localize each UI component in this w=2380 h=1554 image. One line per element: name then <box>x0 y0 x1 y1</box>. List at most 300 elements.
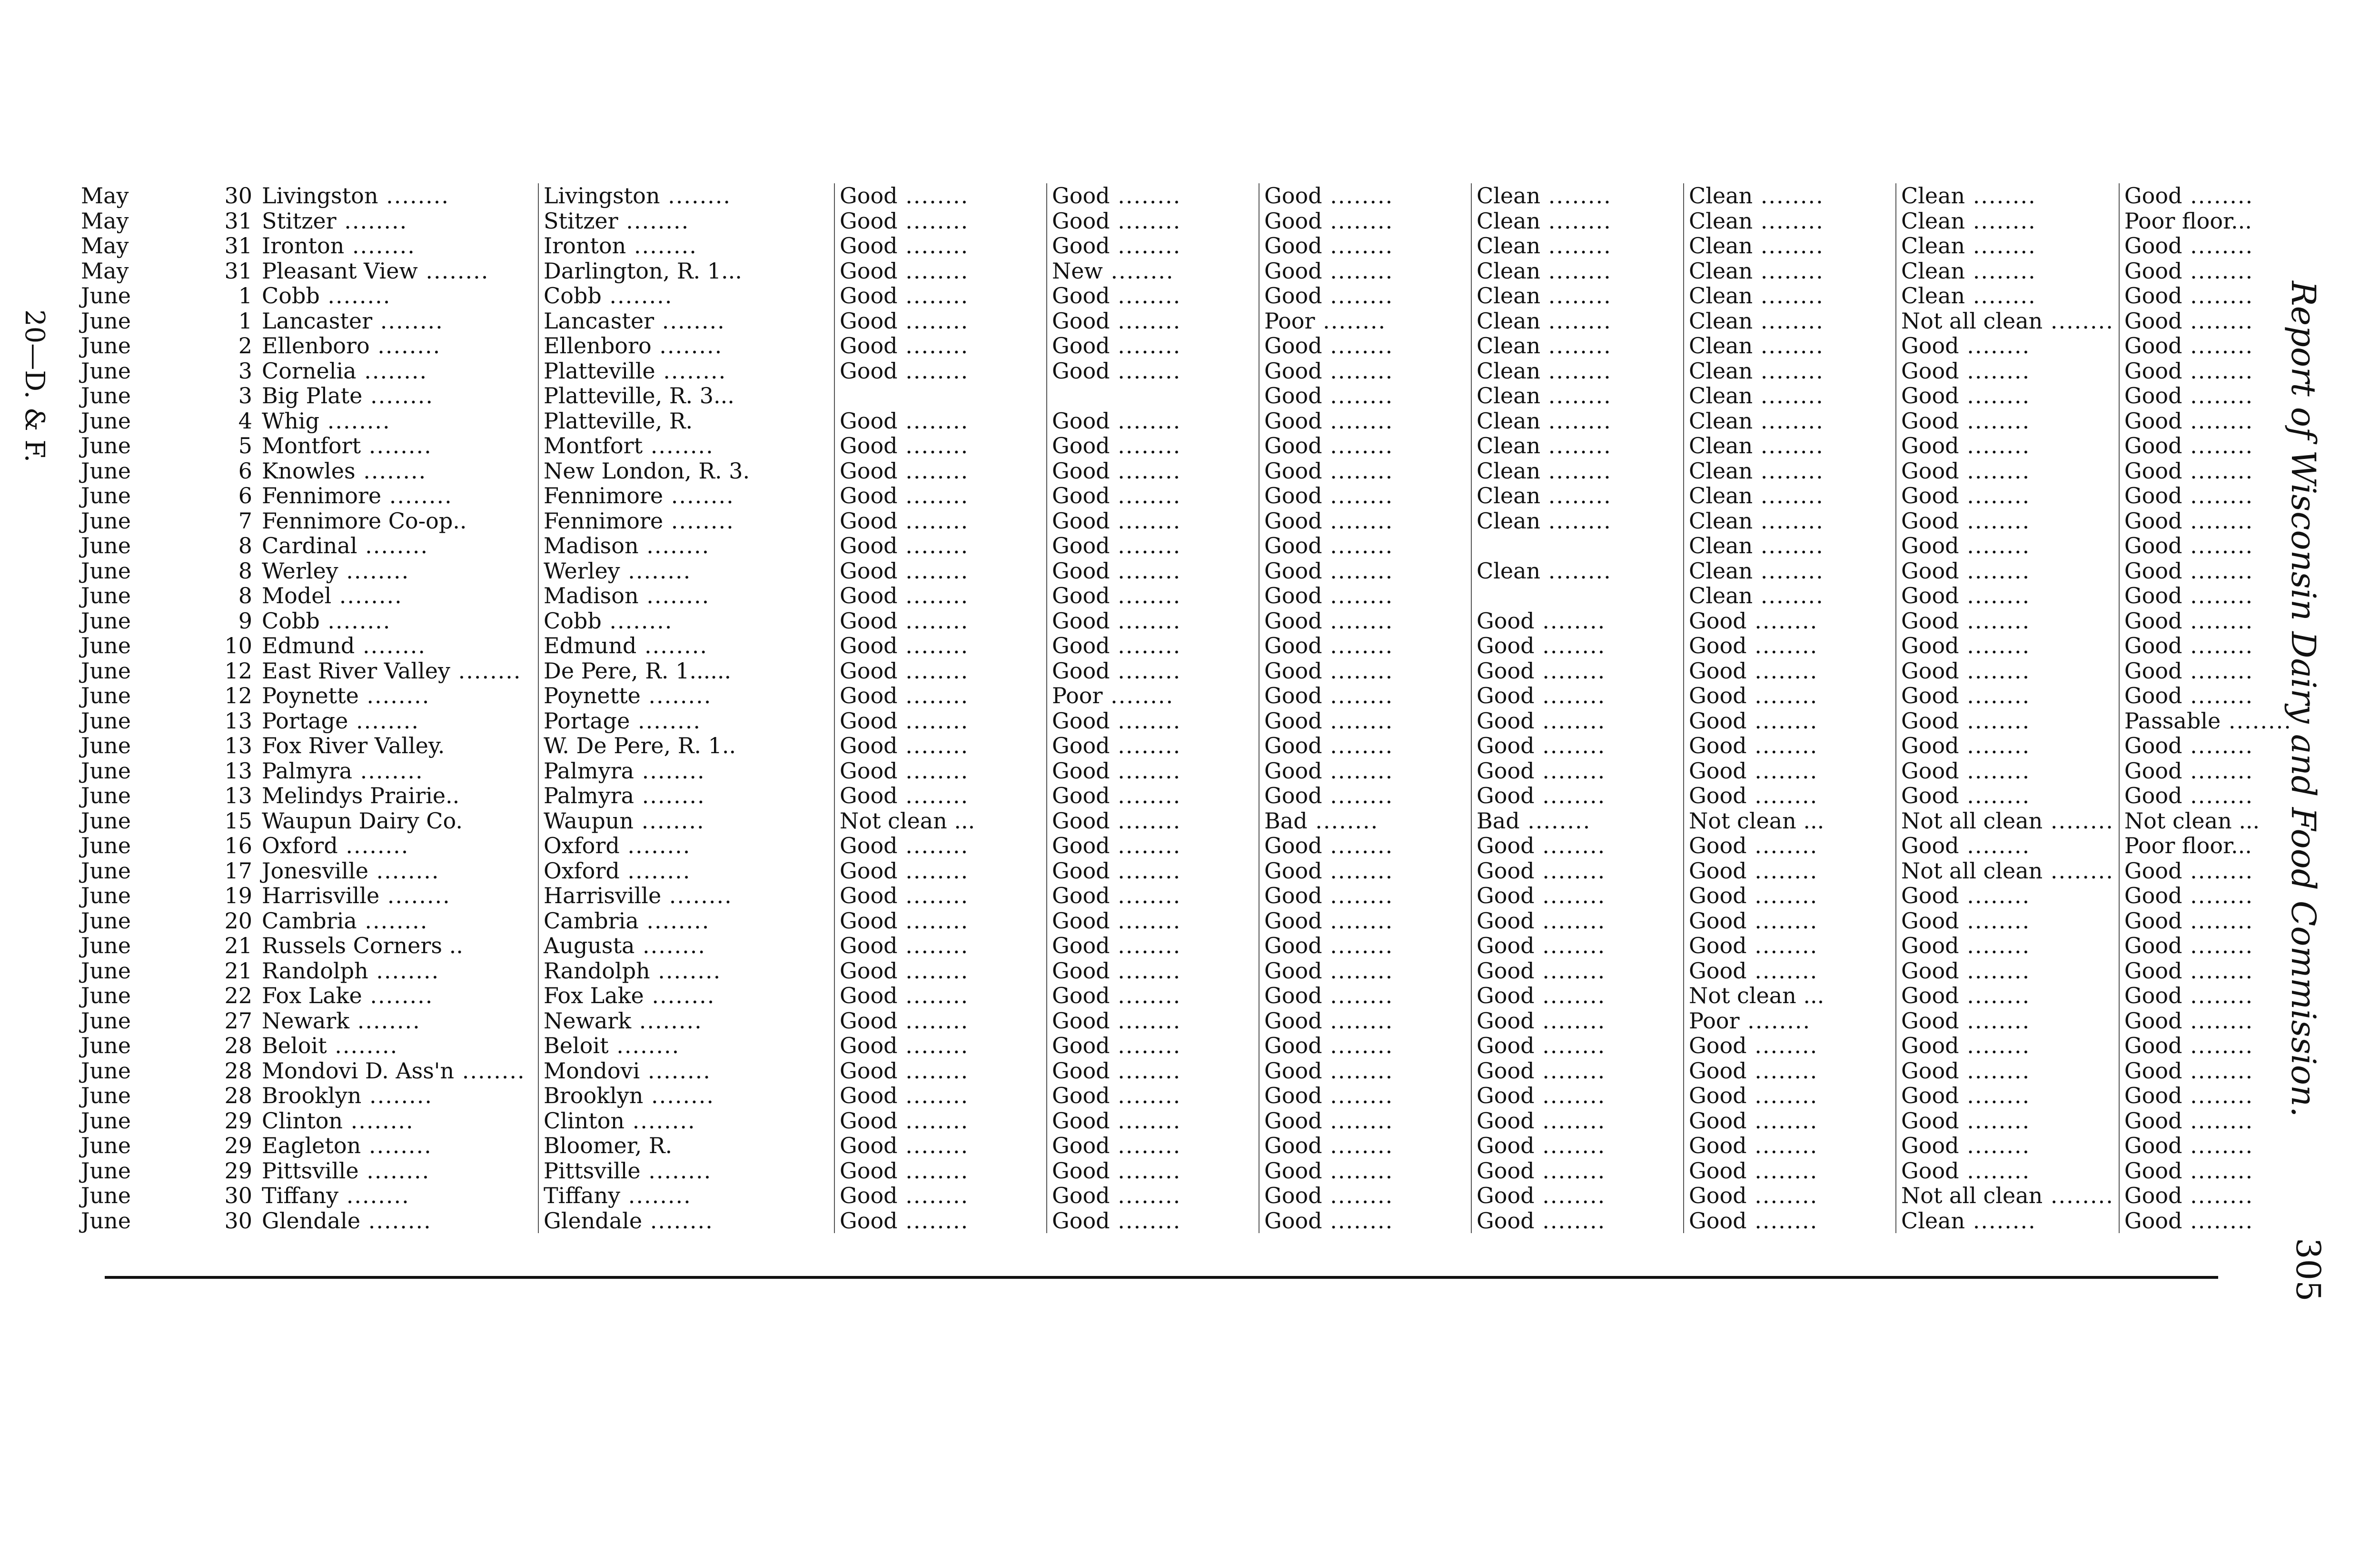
table-row <box>76 533 2320 558</box>
col-a-cell: Good ..... <box>834 1108 1047 1134</box>
table-row <box>76 309 2320 334</box>
col-a-cell: Good ..... <box>834 458 1047 484</box>
page-number: 305 <box>2289 1238 2328 1302</box>
col-b-cell: Good ..... <box>1047 833 1259 858</box>
col-g-cell: Good ..... <box>2119 783 2320 808</box>
day-cell: 1 <box>238 308 252 333</box>
col-c-cell: Good ..... <box>1259 1133 1471 1158</box>
col-f-cell: Good ..... <box>1896 933 2119 958</box>
col-e-cell: Clean ..... <box>1684 359 1896 384</box>
col-d-cell: Clean ..... <box>1471 458 1684 484</box>
col-c-cell: Good ..... <box>1259 933 1471 958</box>
day-cell: 29 <box>224 1133 252 1158</box>
col-a-cell: Good ..... <box>834 983 1047 1008</box>
factory-name-cell: Cornelia ..... <box>257 359 538 384</box>
col-b-cell: Good ..... <box>1047 733 1259 758</box>
col-a-cell: Good ..... <box>834 683 1047 708</box>
col-b-cell: Good ..... <box>1047 783 1259 808</box>
col-e-cell: Clean ..... <box>1684 458 1896 484</box>
col-b-cell: Good ..... <box>1047 958 1259 984</box>
day-cell: 19 <box>224 883 252 908</box>
month-cell: June <box>81 983 131 1008</box>
col-a-cell: Good ..... <box>834 958 1047 984</box>
col-f-cell: Good ..... <box>1896 658 2119 684</box>
col-f-cell: Good ..... <box>1896 733 2119 758</box>
col-a-cell: Good ..... <box>834 433 1047 458</box>
table-row <box>76 758 2320 784</box>
day-cell: 29 <box>224 1158 252 1183</box>
day-cell: 13 <box>224 758 252 783</box>
col-c-cell: Good ..... <box>1259 1058 1471 1084</box>
day-cell: 21 <box>224 958 252 983</box>
col-c-cell: Good ..... <box>1259 958 1471 984</box>
col-f-cell: Good ..... <box>1896 983 2119 1008</box>
col-g-cell: Good ..... <box>2119 333 2320 359</box>
col-c-cell: Good ..... <box>1259 458 1471 484</box>
col-g-cell: Good ..... <box>2119 508 2320 534</box>
table-row <box>76 958 2320 984</box>
post-office-cell: Waupun ..... <box>538 808 834 834</box>
col-f-cell: Good ..... <box>1896 558 2119 584</box>
col-b-cell: Good ..... <box>1047 1183 1259 1208</box>
factory-name-cell: Russels Corners .. <box>262 933 463 958</box>
col-d-cell: Good ..... <box>1471 1208 1684 1234</box>
col-f-cell: Clean ..... <box>1896 283 2119 309</box>
col-a-cell: Good ..... <box>834 833 1047 858</box>
post-office-cell: Glendale ..... <box>538 1208 834 1234</box>
table-row <box>76 983 2320 1008</box>
factory-name-cell: Knowles ..... <box>257 458 538 484</box>
month-cell: June <box>81 508 131 533</box>
post-office-cell: Pittsville ..... <box>538 1158 834 1184</box>
col-d-cell: Bad ..... <box>1471 808 1684 834</box>
col-e-cell: Clean ..... <box>1684 183 1896 209</box>
day-cell: 16 <box>224 833 252 858</box>
col-c-cell: Good ..... <box>1259 733 1471 758</box>
table-row <box>76 333 2320 359</box>
factory-name-cell: Whig ..... <box>257 408 538 434</box>
col-g-cell: Good ..... <box>2119 1183 2320 1208</box>
post-office-cell: Cobb ..... <box>538 283 834 309</box>
col-f-cell: Good ..... <box>1896 883 2119 908</box>
table-row <box>76 1158 2320 1184</box>
factory-name-cell: Cambria ..... <box>257 908 538 934</box>
inspection-table-body <box>76 183 2320 1233</box>
table-row <box>76 408 2320 434</box>
month-cell: June <box>81 1183 131 1208</box>
col-g-cell: Good ..... <box>2119 383 2320 408</box>
day-cell: 20 <box>224 908 252 933</box>
day-cell: 8 <box>238 583 252 608</box>
month-cell: June <box>81 383 131 408</box>
table-row <box>76 1083 2320 1108</box>
col-b-cell: Good ..... <box>1047 858 1259 884</box>
post-office-cell: Lancaster ..... <box>538 309 834 334</box>
col-f-cell: Clean ..... <box>1896 1208 2119 1234</box>
col-f-cell: Good ..... <box>1896 359 2119 384</box>
col-f-cell: Not all clean ..... <box>1896 808 2119 834</box>
col-a-cell: Good ..... <box>834 858 1047 884</box>
col-g-cell: Good ..... <box>2119 983 2320 1008</box>
factory-name-cell: Fox River Valley. <box>262 733 445 758</box>
col-d-cell: Clean ..... <box>1471 483 1684 508</box>
month-cell: June <box>81 1158 131 1183</box>
col-b-cell: Good ..... <box>1047 658 1259 684</box>
col-e-cell: Good ..... <box>1684 1033 1896 1058</box>
month-cell: June <box>81 733 131 758</box>
signature-mark: 20—D. & F. <box>19 309 50 463</box>
col-e-cell: Clean ..... <box>1684 408 1896 434</box>
col-e-cell: Good ..... <box>1684 783 1896 808</box>
col-b-cell: Good ..... <box>1047 333 1259 359</box>
col-a-cell: Good ..... <box>834 883 1047 908</box>
col-e-cell: Good ..... <box>1684 1208 1896 1234</box>
col-e-cell: Clean ..... <box>1684 309 1896 334</box>
col-g-cell: Passable ..... <box>2119 708 2320 734</box>
col-f-cell: Good ..... <box>1896 683 2119 708</box>
col-f-cell: Good ..... <box>1896 1108 2119 1134</box>
col-b-cell: New ..... <box>1047 259 1259 284</box>
col-g-cell: Good ..... <box>2119 1008 2320 1034</box>
col-d-cell: Good ..... <box>1471 1183 1684 1208</box>
col-b-cell: Good ..... <box>1047 558 1259 584</box>
col-e-cell: Clean ..... <box>1684 508 1896 534</box>
table-row <box>76 733 2320 758</box>
post-office-cell: Madison ..... <box>538 583 834 608</box>
month-cell: May <box>81 258 129 283</box>
day-cell: 31 <box>224 258 252 283</box>
post-office-cell: Newark ..... <box>538 1008 834 1034</box>
col-a-cell: Good ..... <box>834 1033 1047 1058</box>
col-b-cell: Good ..... <box>1047 209 1259 234</box>
month-cell: June <box>81 1208 131 1233</box>
col-f-cell: Good ..... <box>1896 908 2119 934</box>
col-a-cell: Good ..... <box>834 583 1047 608</box>
day-cell: 3 <box>238 383 252 408</box>
post-office-cell: Fox Lake ..... <box>538 983 834 1008</box>
col-d-cell: Clean ..... <box>1471 558 1684 584</box>
col-g-cell: Good ..... <box>2119 1158 2320 1184</box>
col-d-cell: Clean ..... <box>1471 209 1684 234</box>
col-d-cell: Good ..... <box>1471 908 1684 934</box>
col-g-cell: Good ..... <box>2119 283 2320 309</box>
bottom-rule <box>105 1276 2218 1279</box>
factory-name-cell: Werley ..... <box>257 558 538 584</box>
table-row <box>76 458 2320 484</box>
col-e-cell: Good ..... <box>1684 633 1896 658</box>
col-g-cell: Good ..... <box>2119 1133 2320 1158</box>
factory-name-cell: Montfort ..... <box>257 433 538 458</box>
table-row <box>76 708 2320 734</box>
col-a-cell: Good ..... <box>834 1158 1047 1184</box>
col-f-cell: Good ..... <box>1896 958 2119 984</box>
col-d-cell: Clean ..... <box>1471 433 1684 458</box>
post-office-cell: De Pere, R. 1...... <box>538 658 834 684</box>
factory-name-cell: Cobb ..... <box>257 283 538 309</box>
col-d-cell: Clean ..... <box>1471 183 1684 209</box>
col-e-cell: Good ..... <box>1684 908 1896 934</box>
month-cell: June <box>81 833 131 858</box>
col-f-cell: Not all clean ..... <box>1896 1183 2119 1208</box>
col-f-cell: Good ..... <box>1896 708 2119 734</box>
post-office-cell: Bloomer, R. <box>538 1133 834 1158</box>
day-cell: 3 <box>238 358 252 383</box>
factory-name-cell: Pittsville ..... <box>257 1158 538 1184</box>
col-c-cell: Good ..... <box>1259 833 1471 858</box>
month-cell: June <box>81 1008 131 1033</box>
post-office-cell: Platteville, R. 3... <box>538 383 834 408</box>
col-g-cell: Good ..... <box>2119 483 2320 508</box>
col-b-cell: Good ..... <box>1047 1083 1259 1108</box>
col-e-cell: Good ..... <box>1684 683 1896 708</box>
factory-name-cell: Randolph ..... <box>257 958 538 984</box>
day-cell: 7 <box>238 508 252 533</box>
factory-name-cell: Mondovi D. Ass'n ..... <box>257 1058 538 1084</box>
table-row <box>76 933 2320 958</box>
col-f-cell: Good ..... <box>1896 333 2119 359</box>
day-cell: 29 <box>224 1108 252 1133</box>
col-d-cell: Clean ..... <box>1471 508 1684 534</box>
factory-name-cell: Ironton ..... <box>257 233 538 259</box>
month-cell: June <box>81 908 131 933</box>
col-e-cell: Clean ..... <box>1684 333 1896 359</box>
col-f-cell: Good ..... <box>1896 633 2119 658</box>
post-office-cell: Palmyra ..... <box>538 758 834 784</box>
table-row <box>76 359 2320 384</box>
day-cell: 28 <box>224 1083 252 1108</box>
table-row <box>76 1058 2320 1084</box>
col-f-cell: Good ..... <box>1896 408 2119 434</box>
month-cell: June <box>81 683 131 708</box>
factory-name-cell: Lancaster ..... <box>257 309 538 334</box>
factory-name-cell: Cardinal ..... <box>257 533 538 558</box>
table-row <box>76 608 2320 634</box>
col-b-cell: Good ..... <box>1047 633 1259 658</box>
month-cell: June <box>81 783 131 808</box>
col-a-cell: Good ..... <box>834 1183 1047 1208</box>
col-c-cell: Good ..... <box>1259 1008 1471 1034</box>
post-office-cell: Ironton ..... <box>538 233 834 259</box>
day-cell: 31 <box>224 208 252 233</box>
col-d-cell: Good ..... <box>1471 783 1684 808</box>
col-c-cell: Good ..... <box>1259 708 1471 734</box>
col-a-cell <box>834 383 1047 408</box>
col-b-cell: Good ..... <box>1047 183 1259 209</box>
day-cell: 17 <box>224 858 252 883</box>
col-g-cell: Good ..... <box>2119 183 2320 209</box>
col-b-cell: Good ..... <box>1047 408 1259 434</box>
col-c-cell: Good ..... <box>1259 1183 1471 1208</box>
col-a-cell: Good ..... <box>834 259 1047 284</box>
col-f-cell: Clean ..... <box>1896 233 2119 259</box>
col-b-cell: Good ..... <box>1047 1058 1259 1084</box>
col-b-cell: Good ..... <box>1047 309 1259 334</box>
post-office-cell: Palmyra ..... <box>538 783 834 808</box>
col-f-cell: Clean ..... <box>1896 259 2119 284</box>
post-office-cell: Cambria ..... <box>538 908 834 934</box>
month-cell: May <box>81 183 129 209</box>
factory-name-cell: Clinton ..... <box>257 1108 538 1134</box>
factory-name-cell: Oxford ..... <box>257 833 538 858</box>
col-b-cell: Good ..... <box>1047 583 1259 608</box>
factory-name-cell: Tiffany ..... <box>257 1183 538 1208</box>
factory-name-cell: Cobb ..... <box>257 608 538 634</box>
month-cell: June <box>81 1083 131 1108</box>
col-e-cell: Clean ..... <box>1684 558 1896 584</box>
col-b-cell: Good ..... <box>1047 483 1259 508</box>
col-d-cell: Clean ..... <box>1471 383 1684 408</box>
col-d-cell: Good ..... <box>1471 1033 1684 1058</box>
table-row <box>76 908 2320 934</box>
col-a-cell: Good ..... <box>834 309 1047 334</box>
col-a-cell: Good ..... <box>834 658 1047 684</box>
col-a-cell: Good ..... <box>834 283 1047 309</box>
factory-name-cell: Melindys Prairie.. <box>262 783 460 808</box>
col-b-cell: Good ..... <box>1047 1208 1259 1234</box>
table-row <box>76 683 2320 708</box>
col-e-cell: Good ..... <box>1684 1083 1896 1108</box>
col-g-cell: Good ..... <box>2119 359 2320 384</box>
col-g-cell: Good ..... <box>2119 658 2320 684</box>
table-row <box>76 1133 2320 1158</box>
col-g-cell: Good ..... <box>2119 908 2320 934</box>
day-cell: 5 <box>238 433 252 458</box>
col-b-cell: Good ..... <box>1047 508 1259 534</box>
post-office-cell: Werley ..... <box>538 558 834 584</box>
table-row <box>76 259 2320 284</box>
col-g-cell: Good ..... <box>2119 233 2320 259</box>
col-c-cell: Good ..... <box>1259 183 1471 209</box>
col-c-cell: Good ..... <box>1259 658 1471 684</box>
factory-name-cell: Fennimore ..... <box>257 483 538 508</box>
table-row <box>76 883 2320 908</box>
col-g-cell: Not clean ... <box>2119 808 2320 834</box>
col-d-cell: Good ..... <box>1471 683 1684 708</box>
col-g-cell: Good ..... <box>2119 533 2320 558</box>
col-d-cell: Clean ..... <box>1471 408 1684 434</box>
day-cell: 13 <box>224 733 252 758</box>
col-e-cell: Poor ..... <box>1684 1008 1896 1034</box>
col-a-cell: Good ..... <box>834 933 1047 958</box>
col-d-cell: Good ..... <box>1471 958 1684 984</box>
col-b-cell: Good ..... <box>1047 608 1259 634</box>
col-f-cell: Good ..... <box>1896 533 2119 558</box>
factory-name-cell: Portage ..... <box>257 708 538 734</box>
col-f-cell: Good ..... <box>1896 1083 2119 1108</box>
col-c-cell: Good ..... <box>1259 633 1471 658</box>
col-c-cell: Good ..... <box>1259 558 1471 584</box>
col-f-cell: Good ..... <box>1896 383 2119 408</box>
col-g-cell: Good ..... <box>2119 408 2320 434</box>
col-c-cell: Good ..... <box>1259 1158 1471 1184</box>
col-d-cell: Good ..... <box>1471 1058 1684 1084</box>
col-d-cell: Good ..... <box>1471 1008 1684 1034</box>
month-cell: June <box>81 483 131 508</box>
factory-name-cell: Harrisville ..... <box>257 883 538 908</box>
month-cell: June <box>81 958 131 983</box>
post-office-cell: Fennimore ..... <box>538 483 834 508</box>
post-office-cell: Augusta ..... <box>538 933 834 958</box>
post-office-cell: New London, R. 3. <box>538 458 834 484</box>
col-d-cell <box>1471 583 1684 608</box>
post-office-cell: Tiffany ..... <box>538 1183 834 1208</box>
col-e-cell: Good ..... <box>1684 933 1896 958</box>
post-office-cell: Poynette ..... <box>538 683 834 708</box>
col-c-cell: Good ..... <box>1259 608 1471 634</box>
day-cell: 4 <box>238 408 252 433</box>
post-office-cell: Beloit ..... <box>538 1033 834 1058</box>
month-cell: June <box>81 1133 131 1158</box>
col-c-cell: Good ..... <box>1259 1033 1471 1058</box>
col-g-cell: Good ..... <box>2119 1033 2320 1058</box>
table-row <box>76 209 2320 234</box>
day-cell: 28 <box>224 1033 252 1058</box>
month-cell: June <box>81 633 131 658</box>
col-a-cell: Good ..... <box>834 1133 1047 1158</box>
col-d-cell <box>1471 533 1684 558</box>
col-c-cell: Good ..... <box>1259 783 1471 808</box>
col-d-cell: Clean ..... <box>1471 233 1684 259</box>
col-b-cell: Good ..... <box>1047 808 1259 834</box>
post-office-cell: Brooklyn ..... <box>538 1083 834 1108</box>
day-cell: 13 <box>224 783 252 808</box>
col-f-cell: Good ..... <box>1896 783 2119 808</box>
day-cell: 8 <box>238 533 252 558</box>
month-cell: May <box>81 208 129 233</box>
col-c-cell: Good ..... <box>1259 508 1471 534</box>
factory-name-cell: Beloit ..... <box>257 1033 538 1058</box>
col-e-cell: Good ..... <box>1684 608 1896 634</box>
col-b-cell: Good ..... <box>1047 883 1259 908</box>
col-a-cell: Good ..... <box>834 209 1047 234</box>
col-d-cell: Good ..... <box>1471 1158 1684 1184</box>
factory-name-cell: East River Valley ..... <box>257 658 538 684</box>
day-cell: 31 <box>224 233 252 259</box>
running-title: Report of Wisconsin Dairy and Food Commission. <box>2284 281 2323 1117</box>
inspection-table <box>76 183 2320 1233</box>
col-b-cell: Good ..... <box>1047 933 1259 958</box>
factory-name-cell: Eagleton ..... <box>257 1133 538 1158</box>
month-cell: June <box>81 858 131 883</box>
col-g-cell: Good ..... <box>2119 1083 2320 1108</box>
post-office-cell: Harrisville ..... <box>538 883 834 908</box>
col-a-cell: Good ..... <box>834 758 1047 784</box>
table-row <box>76 508 2320 534</box>
factory-name-cell: Livingston ..... <box>257 183 538 209</box>
col-e-cell: Good ..... <box>1684 658 1896 684</box>
table-row <box>76 1008 2320 1034</box>
col-c-cell: Good ..... <box>1259 1208 1471 1234</box>
col-c-cell: Good ..... <box>1259 283 1471 309</box>
col-a-cell: Good ..... <box>834 708 1047 734</box>
col-f-cell: Good ..... <box>1896 1008 2119 1034</box>
month-cell: June <box>81 933 131 958</box>
col-f-cell: Good ..... <box>1896 458 2119 484</box>
col-f-cell: Good ..... <box>1896 608 2119 634</box>
post-office-cell: Montfort ..... <box>538 433 834 458</box>
day-cell: 6 <box>238 483 252 508</box>
col-c-cell: Good ..... <box>1259 758 1471 784</box>
col-c-cell: Good ..... <box>1259 533 1471 558</box>
col-g-cell: Good ..... <box>2119 1058 2320 1084</box>
post-office-cell: Platteville, R. <box>538 408 834 434</box>
col-e-cell: Good ..... <box>1684 958 1896 984</box>
col-e-cell: Good ..... <box>1684 708 1896 734</box>
col-a-cell: Good ..... <box>834 558 1047 584</box>
col-c-cell: Good ..... <box>1259 983 1471 1008</box>
month-cell: June <box>81 333 131 359</box>
post-office-cell: Stitzer ..... <box>538 209 834 234</box>
